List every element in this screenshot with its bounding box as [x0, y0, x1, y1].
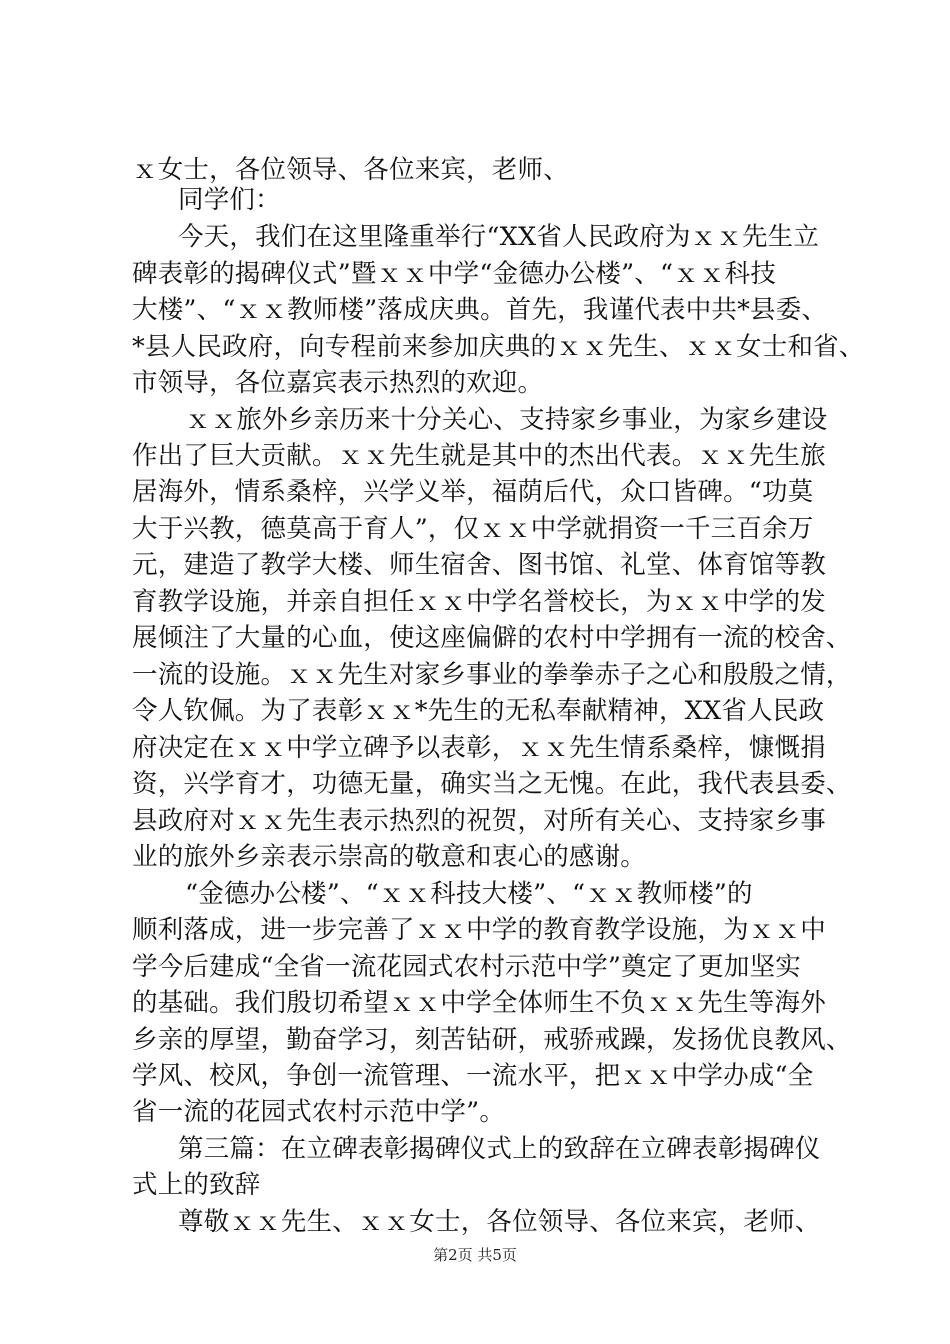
text-line: 大于兴教，德莫高于育人”，仅ｘｘ中学就捐资一千三百余万: [132, 514, 814, 544]
text-line: 展倾注了大量的心血，使这座偏僻的农村中学拥有一流的校舍、: [132, 623, 852, 653]
text-line: 乡亲的厚望，勤奋学习，刻苦钻研，戒骄戒躁，发扬优良教风、: [132, 1025, 852, 1055]
text-line: 育教学设施，并亲自担任ｘｘ中学名誉校长，为ｘｘ中学的发: [132, 587, 826, 617]
text-line: 一流的设施。ｘｘ先生对家乡事业的拳拳赤子之心和殷殷之情，: [132, 660, 852, 690]
section-heading: 第三篇：在立碑表彰揭碑仪式上的致辞在立碑表彰揭碑仪: [178, 1134, 821, 1164]
text-line: 的基础。我们殷切希望ｘｘ中学全体师生不负ｘｘ先生等海外: [132, 988, 826, 1018]
text-line: 资，兴学育才，功德无量，确实当之无愧。在此，我代表县委、: [132, 769, 852, 799]
text-line: ｘ女士，各位领导、各位来宾，老师、: [132, 155, 569, 185]
text-line: 府决定在ｘｘ中学立碑予以表彰，ｘｘ先生情系桑梓，慷慨捐: [132, 733, 826, 763]
text-line: 居海外，情系桑梓，兴学义举，福荫后代，众口皆碑。“功莫: [132, 477, 814, 507]
text-line: 元，建造了教学大楼、师生宿舍、图书馆、礼堂、体育馆等教: [132, 550, 826, 580]
text-line: 同学们：: [178, 185, 281, 215]
text-line: 大楼”、“ｘｘ教师楼”落成庆典。首先，我谨代表中共*县委、: [132, 295, 828, 325]
text-line: 学今后建成“全省一流花园式农村示范中学”奠定了更加坚实: [132, 952, 801, 982]
text-line: 省一流的花园式农村示范中学”。: [132, 1097, 506, 1127]
text-line: 尊敬ｘｘ先生、ｘｘ女士，各位领导、各位来宾，老师、: [178, 1207, 821, 1237]
text-line: 市领导，各位嘉宾表示热烈的欢迎。: [132, 368, 544, 398]
text-line: 令人钦佩。为了表彰ｘｘ*先生的无私奉献精神，XX省人民政: [132, 696, 825, 726]
text-line: 碑表彰的揭碑仪式”暨ｘｘ中学“金德办公楼”、“ｘｘ科技: [132, 259, 777, 289]
text-line: 顺利落成，进一步完善了ｘｘ中学的教育教学设施，为ｘｘ中: [132, 915, 826, 945]
text-line: *县人民政府，向专程前来参加庆典的ｘｘ先生、ｘｘ女士和省、: [132, 332, 865, 362]
text-line: ｘｘ旅外乡亲历来十分关心、支持家乡事业，为家乡建设: [185, 405, 828, 435]
text-line: 作出了巨大贡献。ｘｘ先生就是其中的杰出代表。ｘｘ先生旅: [132, 441, 826, 471]
text-line: 今天，我们在这里隆重举行“XX省人民政府为ｘｘ先生立: [178, 222, 820, 252]
text-line: “金德办公楼”、“ｘｘ科技大楼”、“ｘｘ教师楼”的: [185, 879, 753, 909]
page-number: 第2页 共5页: [433, 1246, 517, 1264]
section-heading: 式上的致辞: [132, 1170, 261, 1200]
text-line: 学风、校风，争创一流管理、一流水平，把ｘｘ中学办成“全: [132, 1061, 814, 1091]
text-line: 县政府对ｘｘ先生表示热烈的祝贺，对所有关心、支持家乡事: [132, 806, 826, 836]
text-line: 业的旅外乡亲表示崇高的敬意和衷心的感谢。: [132, 842, 647, 872]
